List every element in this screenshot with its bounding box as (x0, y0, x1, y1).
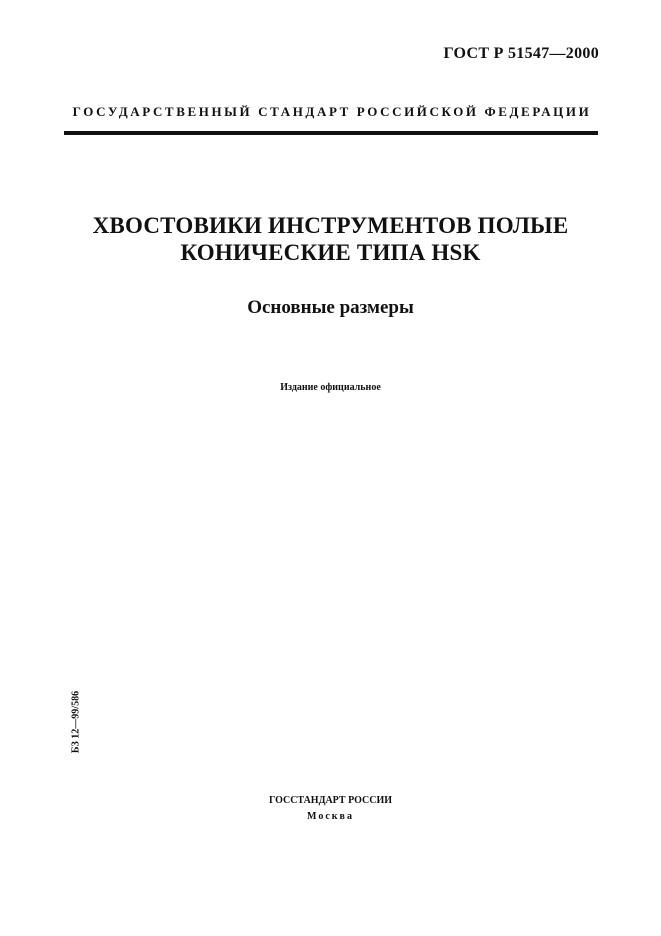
publisher-name: ГОССТАНДАРТ РОССИИ (268, 795, 393, 806)
side-catalog-code: БЗ 12—99/586 (70, 690, 82, 754)
publisher-city: Москва (307, 811, 354, 822)
document-subtitle: Основные размеры (247, 297, 414, 318)
state-standard-header: ГОСУДАРСТВЕННЫЙ СТАНДАРТ РОССИЙСКОЙ ФЕДЕРАЦИИ (72, 104, 592, 119)
title-line-1: ХВОСТОВИКИ ИНСТРУМЕНТОВ ПОЛЫЕ (92, 213, 569, 238)
edition-note: Издание официальное (280, 382, 381, 393)
document-title (40, 212, 621, 266)
header-divider (64, 131, 598, 135)
document-number: ГОСТ Р 51547—2000 (443, 45, 599, 62)
title-line-2: КОНИЧЕСКИЕ ТИПА HSK (180, 240, 481, 265)
